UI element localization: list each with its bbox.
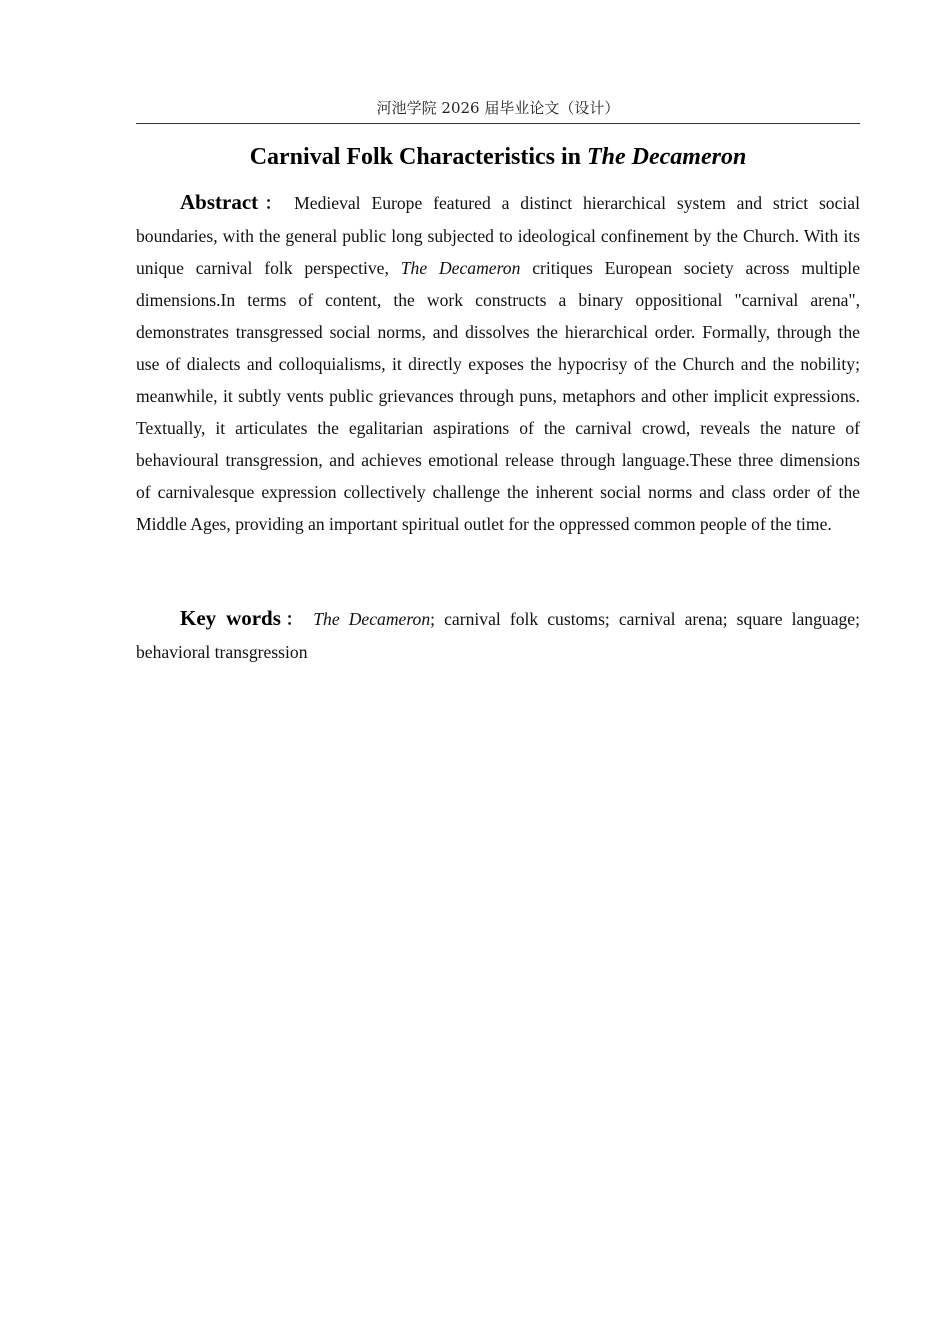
title-main: Carnival Folk Characteristics in [249,144,587,170]
abstract-italic-title: The Decameron [400,258,521,278]
title-italic: The Decameron [587,144,747,170]
keywords-italic-first: The Decameron [313,609,431,629]
keywords-rest: ; carnival folk customs; carnival arena; square language; behavioral transgression [136,609,861,662]
running-header: 河池学院 2026 届毕业论文（设计） [376,99,620,117]
abstract-text-part2: critiques European society across multiple dimensions.In terms of content, the work constructs a binary oppositional "carnival arena", demonstrates transgressed social norms, and dissolves the hierarchical order. Formally, through the use of dialects and colloquialisms, it directly exposes the hypocrisy of the Church and the nobility; meanwhile, it subtly vents public grievances through puns, metaphors and other implicit expressions. Textually, it articulates the egalitarian aspirations of the carnival crowd, reveals the nature of behavioural transgression, and achieves emotional release through language.These three dimensions of carnivalesque expression collectively challenge the inherent social norms and class order of the Middle Ages, providing an important spiritual outlet for the oppressed common people of the time. [136,258,860,534]
abstract-label: Abstract [180,190,259,214]
abstract-colon: ： [258,194,289,214]
abstract-paragraph [136,186,860,540]
paper-title [136,140,860,174]
keywords-label: Key words [180,606,281,630]
abstract-text-part1: Medieval Europe featured a distinct hierarchical system and strict social boundaries, with the general public long subjected to ideological confinement by the Church. With its unique carnival folk perspective, [136,193,861,278]
keywords-paragraph [136,602,860,668]
keywords-colon: ： [280,610,308,630]
header-rule [136,123,860,124]
